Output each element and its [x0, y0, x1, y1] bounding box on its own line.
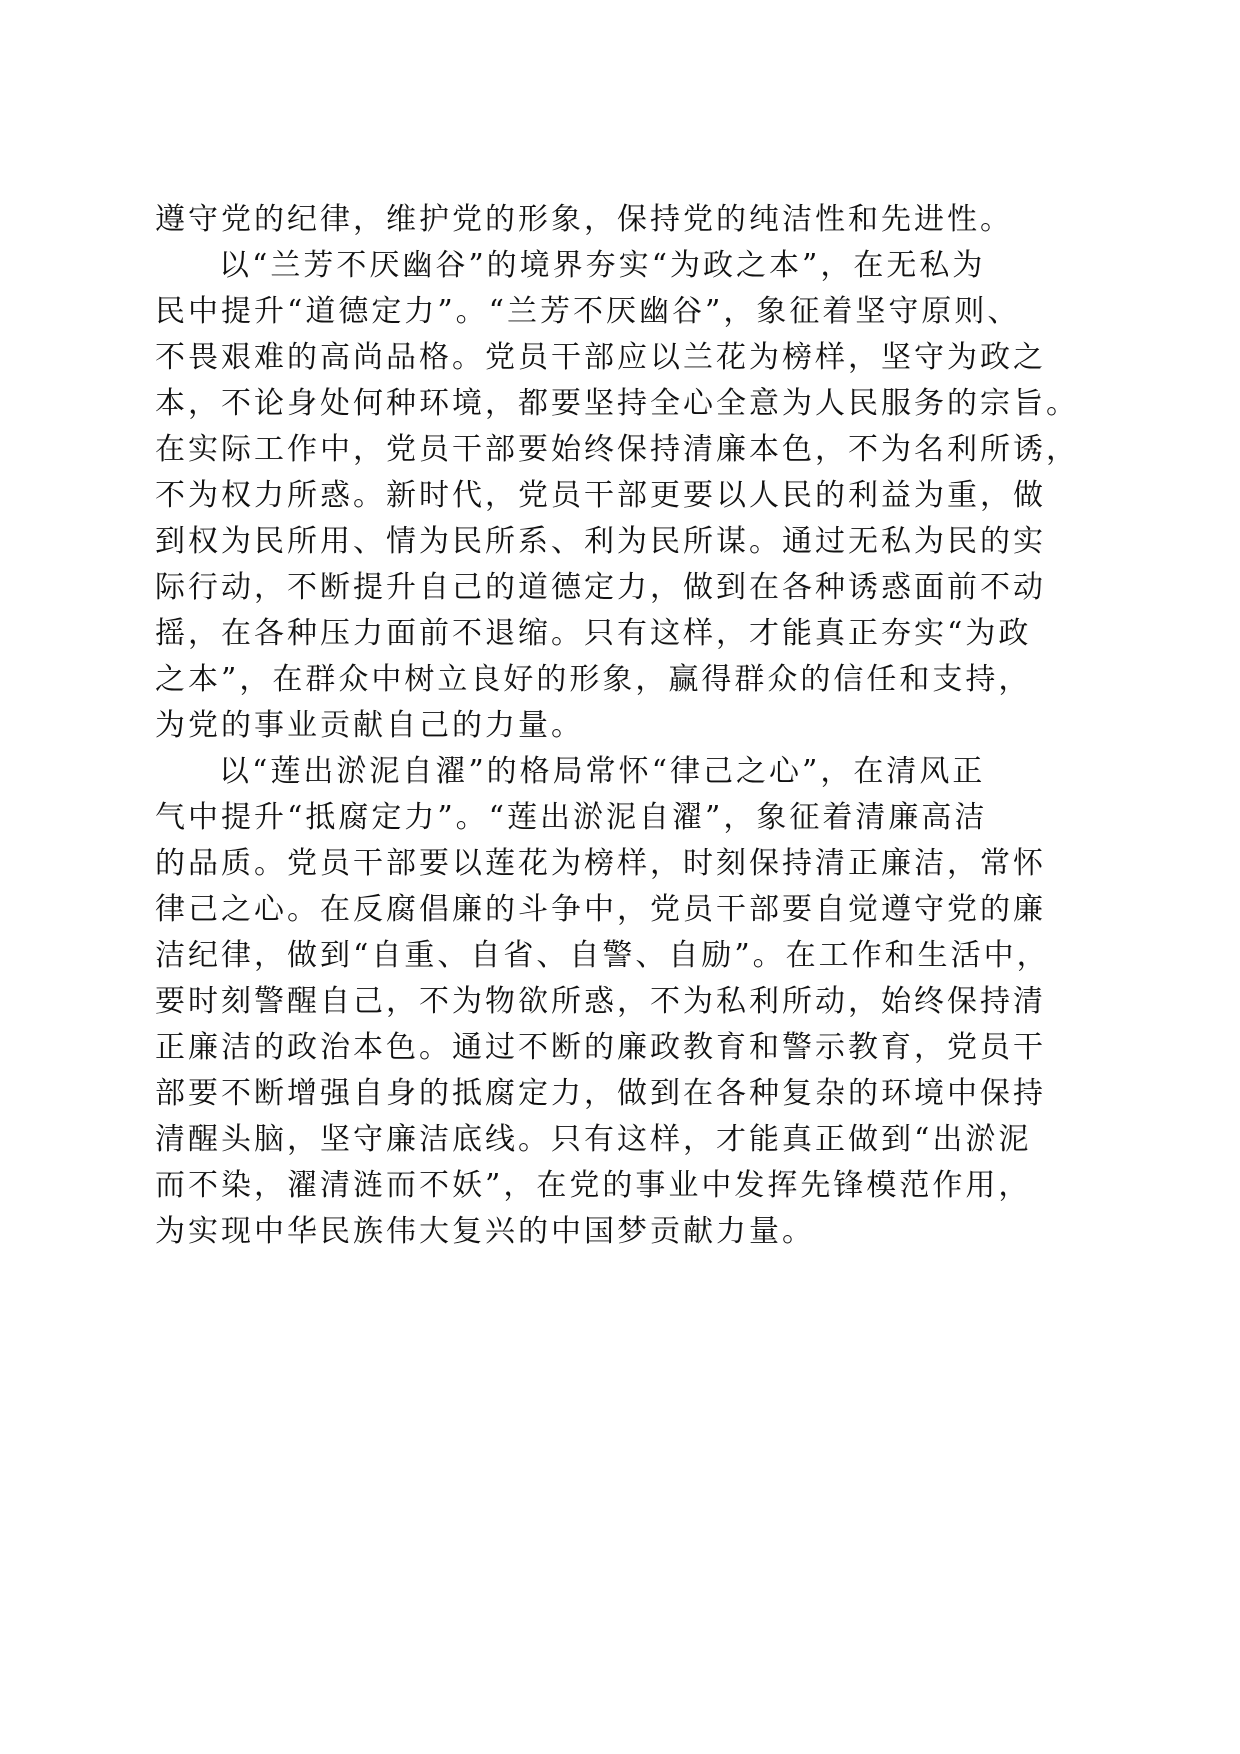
- text-line: 民中提升“道德定力”。“兰芳不厌幽谷”，象征着坚守原则、: [155, 294, 1021, 329]
- text-line: 到权为民所用、情为民所系、利为民所谋。通过无私为民的实: [155, 524, 1046, 559]
- paragraph-first-line: 以“莲出淤泥自濯”的格局常怀“律己之心”，在清风正: [219, 754, 986, 789]
- text-line: 正廉洁的政治本色。通过不断的廉政教育和警示教育，党员干: [155, 1030, 1046, 1065]
- text-line: 而不染，濯清涟而不妖”，在党的事业中发挥先锋模范作用，: [155, 1168, 1032, 1203]
- paragraph-first-line: 以“兰芳不厌幽谷”的境界夯实“为政之本”，在无私为: [219, 248, 986, 283]
- text-line: 要时刻警醒自己，不为物欲所惑，不为私利所动，始终保持清: [155, 984, 1046, 1019]
- document-body: [155, 197, 1100, 1255]
- text-line: 气中提升“抵腐定力”。“莲出淤泥自濯”，象征着清廉高洁: [155, 800, 988, 835]
- text-line: 遵守党的纪律，维护党的形象，保持党的纯洁性和先进性。: [155, 202, 1013, 237]
- text-line: 清醒头脑，坚守廉洁底线。只有这样，才能真正做到“出淤泥: [155, 1122, 1032, 1157]
- text-line: 的品质。党员干部要以莲花为榜样，时刻保持清正廉洁，常怀: [155, 846, 1046, 881]
- text-line: 为党的事业贡献自己的力量。: [155, 708, 584, 743]
- text-line: 在实际工作中，党员干部要始终保持清廉本色，不为名利所诱，: [155, 432, 1079, 467]
- text-line: 摇，在各种压力面前不退缩。只有这样，才能真正夯实“为政: [155, 616, 1032, 651]
- text-line: 本，不论身处何种环境，都要坚持全心全意为人民服务的宗旨。: [155, 386, 1079, 421]
- text-line: 不畏艰难的高尚品格。党员干部应以兰花为榜样，坚守为政之: [155, 340, 1046, 375]
- text-line: 为实现中华民族伟大复兴的中国梦贡献力量。: [155, 1214, 815, 1249]
- text-line: 不为权力所惑。新时代，党员干部更要以人民的利益为重，做: [155, 478, 1046, 513]
- text-line: 之本”，在群众中树立良好的形象，赢得群众的信任和支持，: [155, 662, 1032, 697]
- text-line: 际行动，不断提升自己的道德定力，做到在各种诱惑面前不动: [155, 570, 1046, 605]
- text-line: 部要不断增强自身的抵腐定力，做到在各种复杂的环境中保持: [155, 1076, 1046, 1111]
- text-line: 律己之心。在反腐倡廉的斗争中，党员干部要自觉遵守党的廉: [155, 892, 1046, 927]
- text-line: 洁纪律，做到“自重、自省、自警、自励”。在工作和生活中，: [155, 938, 1050, 973]
